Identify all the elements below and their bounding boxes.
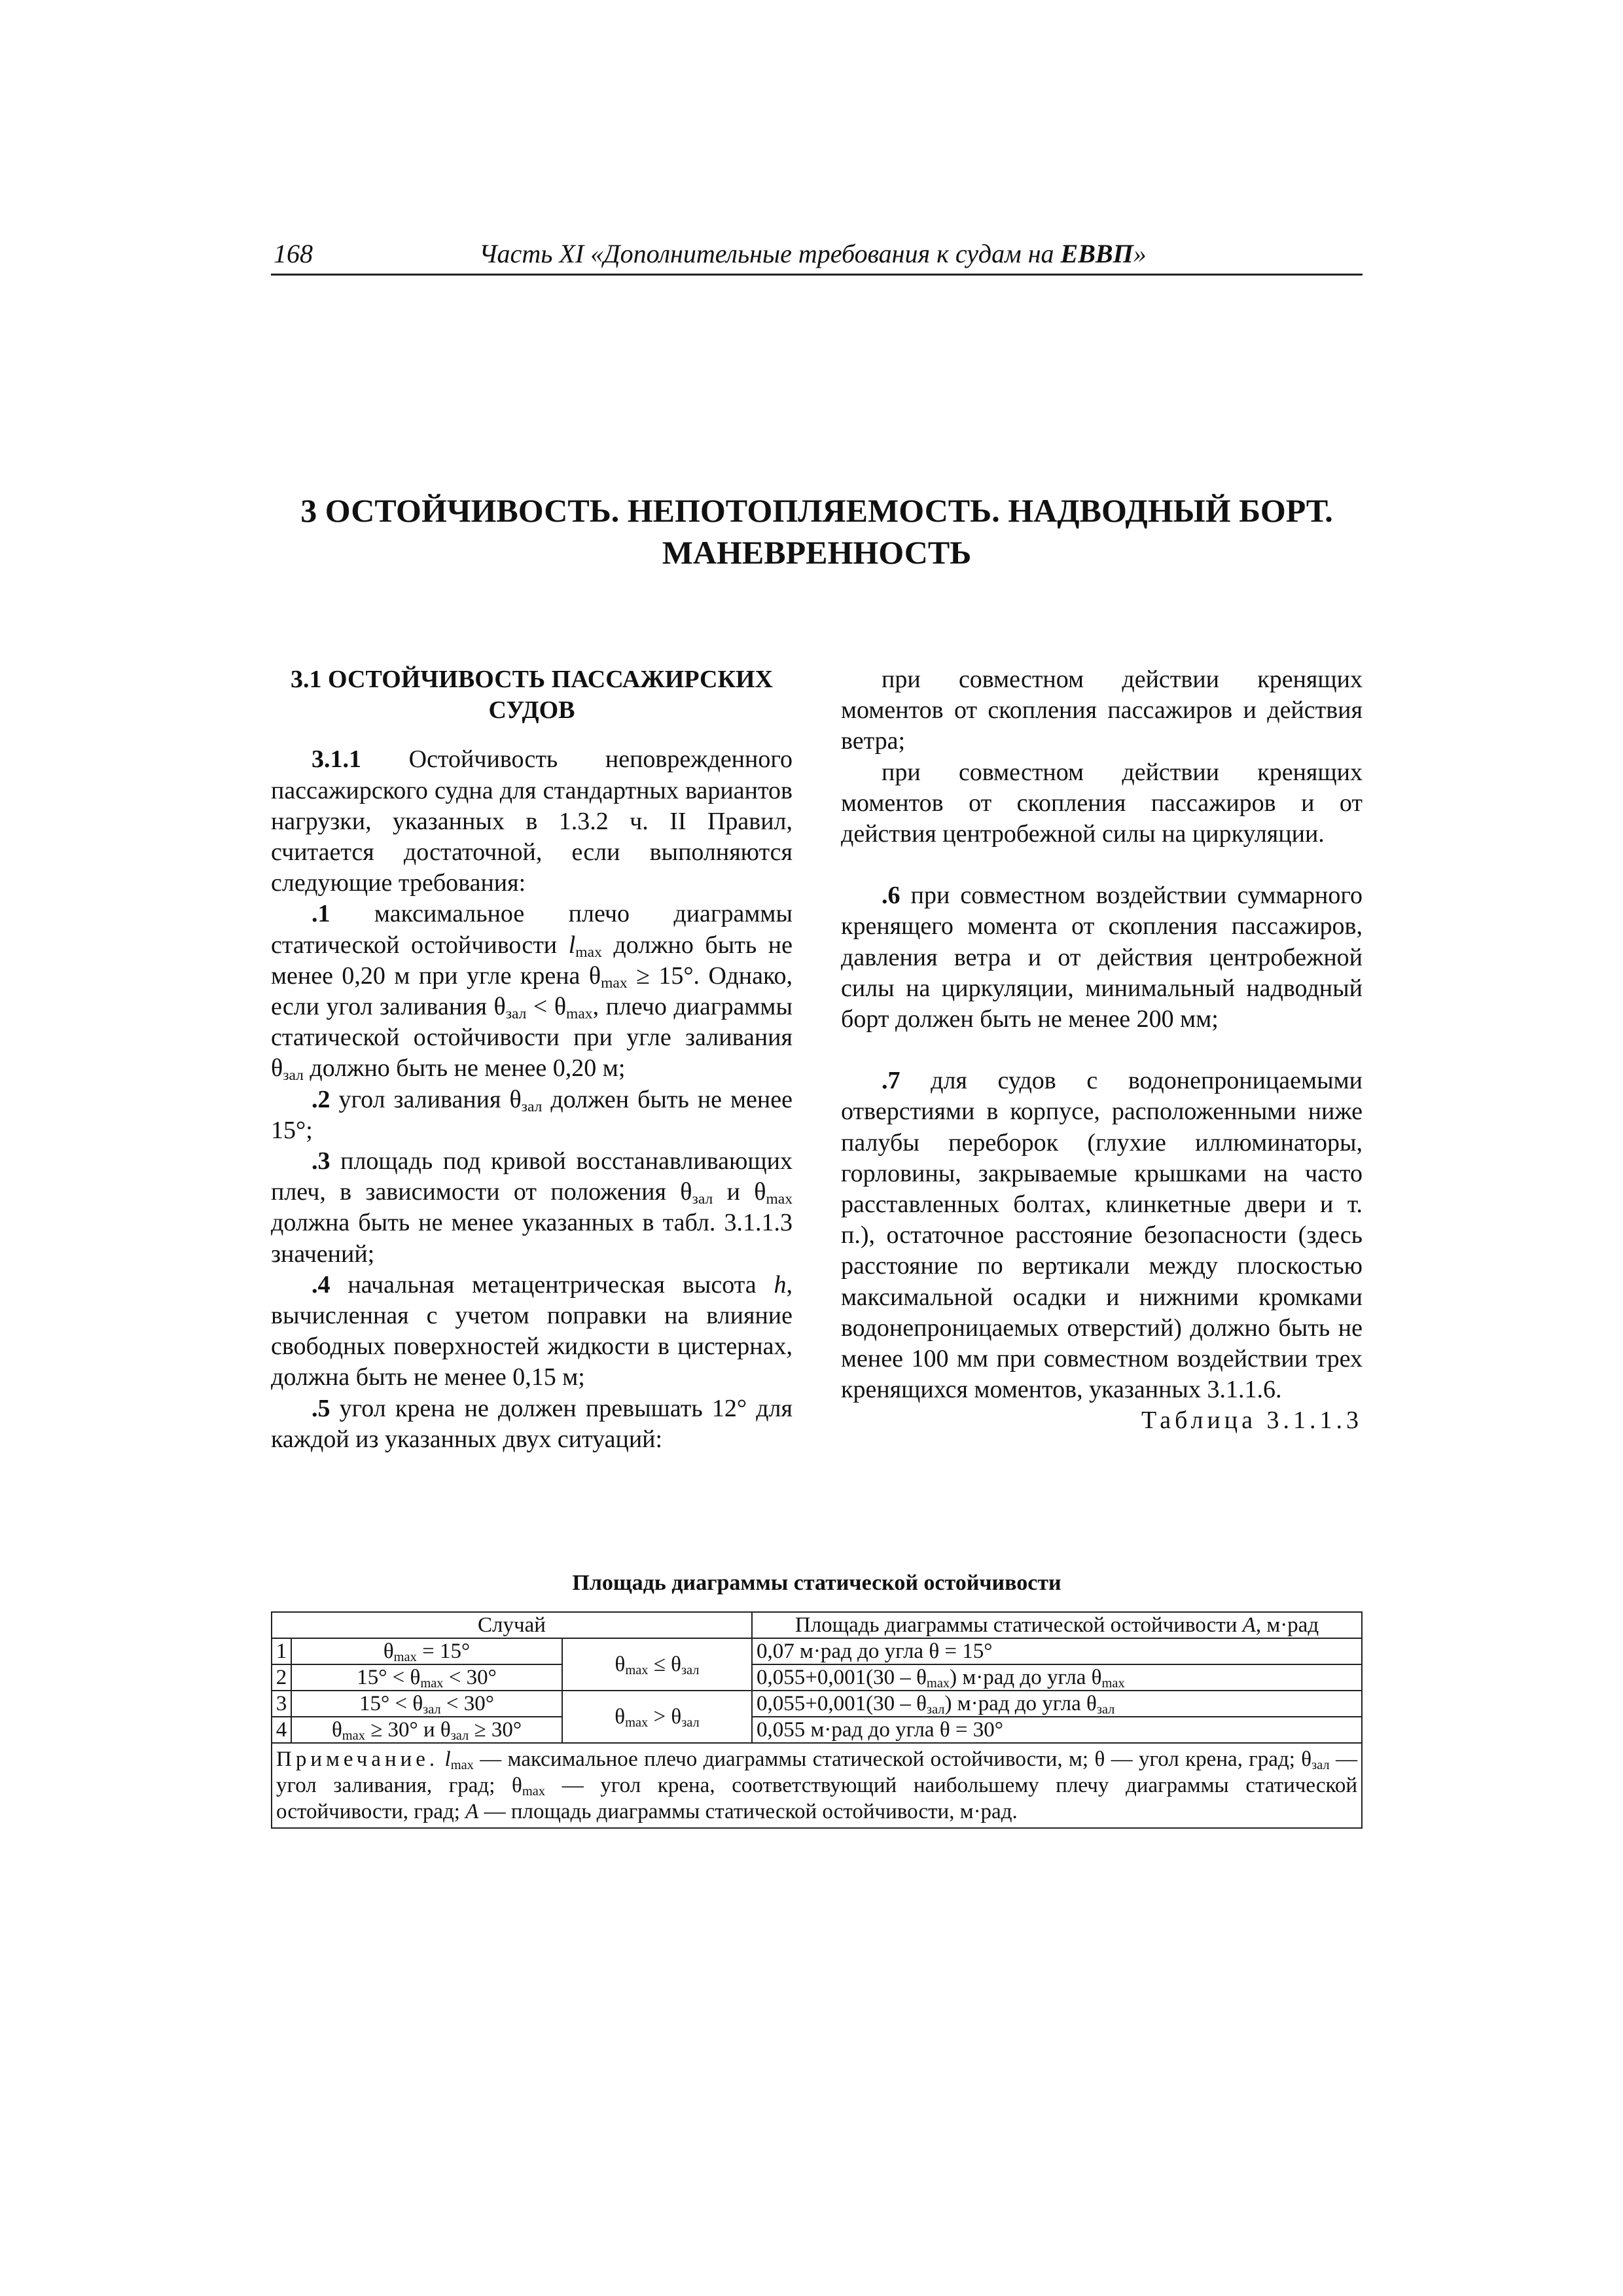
section-title: 3.1 ОСТОЙЧИВОСТЬ ПАССАЖИРСКИХ СУДОВ	[291, 666, 773, 725]
item-1: .1 максимальное плечо диаграммы статической остойчивости $l_{max}$ должно быть не менее 0,20 м при угле крена $\theta_{max} \ge 15^\circ$. Однако, если угол заливания $\theta_{зал} < \theta_{max}$, плечо диаграммы статической остойчивости при угле заливания $\theta_{зал}$ должно быть не менее 0,20 м;	[271, 900, 793, 1085]
paragraph-3-1-1: 3.1.1 Остойчивость неповрежденного пассажирского судна для стандартных вариантов нагрузки, указанных в 1.3.2 ч. II Правил, считается достаточной, если выполняются следующие требования:	[271, 745, 793, 897]
header-case: Случай	[272, 1612, 752, 1638]
chapter-title: 3 ОСТОЙЧИВОСТЬ. НЕПОТОПЛЯЕМОСТЬ. НАДВОДНЫЙ БОРТ. МАНЕВРЕННОСТЬ	[300, 492, 1333, 571]
item-2: .2 угол заливания $\theta_{зал}$ должен быть не менее 15°;	[271, 1085, 793, 1144]
item-5: .5 угол крена не должен превышать 12° для каждой из указанных двух ситуаций:	[271, 1394, 793, 1453]
table-row: 1 $\theta_{max} = 15^\circ$ $\theta_{max} \le \theta_{зал}$ 0,07 м·рад до угла θ = 15°	[272, 1638, 1362, 1664]
running-header	[271, 234, 1363, 276]
item-6: .6 при совместном воздействии суммарного кренящего момента от скопления пассажиров, давления ветра и от действия центробежной силы на циркуляции, минимальный надводный борт должен быть не менее 200 мм;	[841, 882, 1363, 1033]
table-caption: Площадь диаграммы статической остойчивости	[572, 1571, 1061, 1595]
header-area: Площадь диаграммы статической остойчивости A, м·рад	[752, 1612, 1362, 1638]
table-row: 3 $15^\circ < \theta_{зал} < 30^\circ$ $\theta_{max} > \theta_{зал}$ $0,055+0,001(30 - \theta_{зал})$ м·рад до угла $\theta_{зал}$	[272, 1691, 1362, 1717]
table-row: 2 $15^\circ < \theta_{max} < 30^\circ$ $0,055+0,001(30 - \theta_{max})$ м·рад до угла $\theta_{max}$	[272, 1664, 1362, 1691]
left-column	[271, 664, 793, 1455]
table-reference: Таблица 3.1.1.3	[1141, 1407, 1363, 1435]
relation-max-le-zal: $\theta_{max} \le \theta_{зал}$	[562, 1638, 752, 1691]
situation-1: при совместном действии кренящих моментов от скопления пассажиров и действия ветра;	[841, 666, 1363, 755]
item-4: .4 начальная метацентрическая высота h, вычисленная с учетом поправки на влияние свободных поверхностей жидкости в цистернах, должна быть не менее 0,15 м;	[271, 1270, 793, 1391]
running-title: Часть XI «Дополнительные требования к судам на ЕВВП»	[479, 239, 1147, 268]
table-row: 4 $\theta_{max} \ge 30^\circ$ и $\theta_{зал} \ge 30^\circ$ 0,055 м·рад до угла θ = 30°	[272, 1717, 1362, 1743]
page-number: 168	[274, 239, 313, 268]
relation-max-gt-zal: $\theta_{max} > \theta_{зал}$	[562, 1691, 752, 1743]
table-note-row	[272, 1743, 1362, 1828]
table-note: Примечание. $l_{max}$ — максимальное плечо диаграммы статической остойчивости, м; θ — угол крена, град; $\theta_{зал}$ — угол заливания, град; $\theta_{max}$ — угол крена, соответствующий наибольшему плечу диаграммы статической остойчивости, град; A — площадь диаграммы статической остойчивости, м·рад.	[272, 1743, 1362, 1828]
table-header-row	[272, 1612, 1362, 1638]
stability-table	[271, 1611, 1363, 1829]
item-7: .7 для судов с водонепроницаемыми отверстиями в корпусе, расположенными ниже палубы переборок (глухие иллюминаторы, горловины, закрываемые крышками на часто расставленных болтах, клинкетные двери и т. п.), остаточное расстояние безопасности (здесь расстояние по вертикали между плоскостью максимальной осадки и нижними кромками водонепроницаемых отверстий) должно быть не менее 100 мм при совместном воздействии трех кренящихся моментов, указанных 3.1.1.6.	[841, 1067, 1363, 1404]
situation-2: при совместном действии кренящих моментов от скопления пассажиров и от действия центробежной силы на циркуляции.	[841, 758, 1363, 848]
right-column	[841, 664, 1363, 1437]
item-3: .3 площадь под кривой восстанавливающих плеч, в зависимости от положения $\theta_{зал}$ и $\theta_{max}$ должна быть не менее указанных в табл. 3.1.1.3 значений;	[271, 1147, 793, 1268]
